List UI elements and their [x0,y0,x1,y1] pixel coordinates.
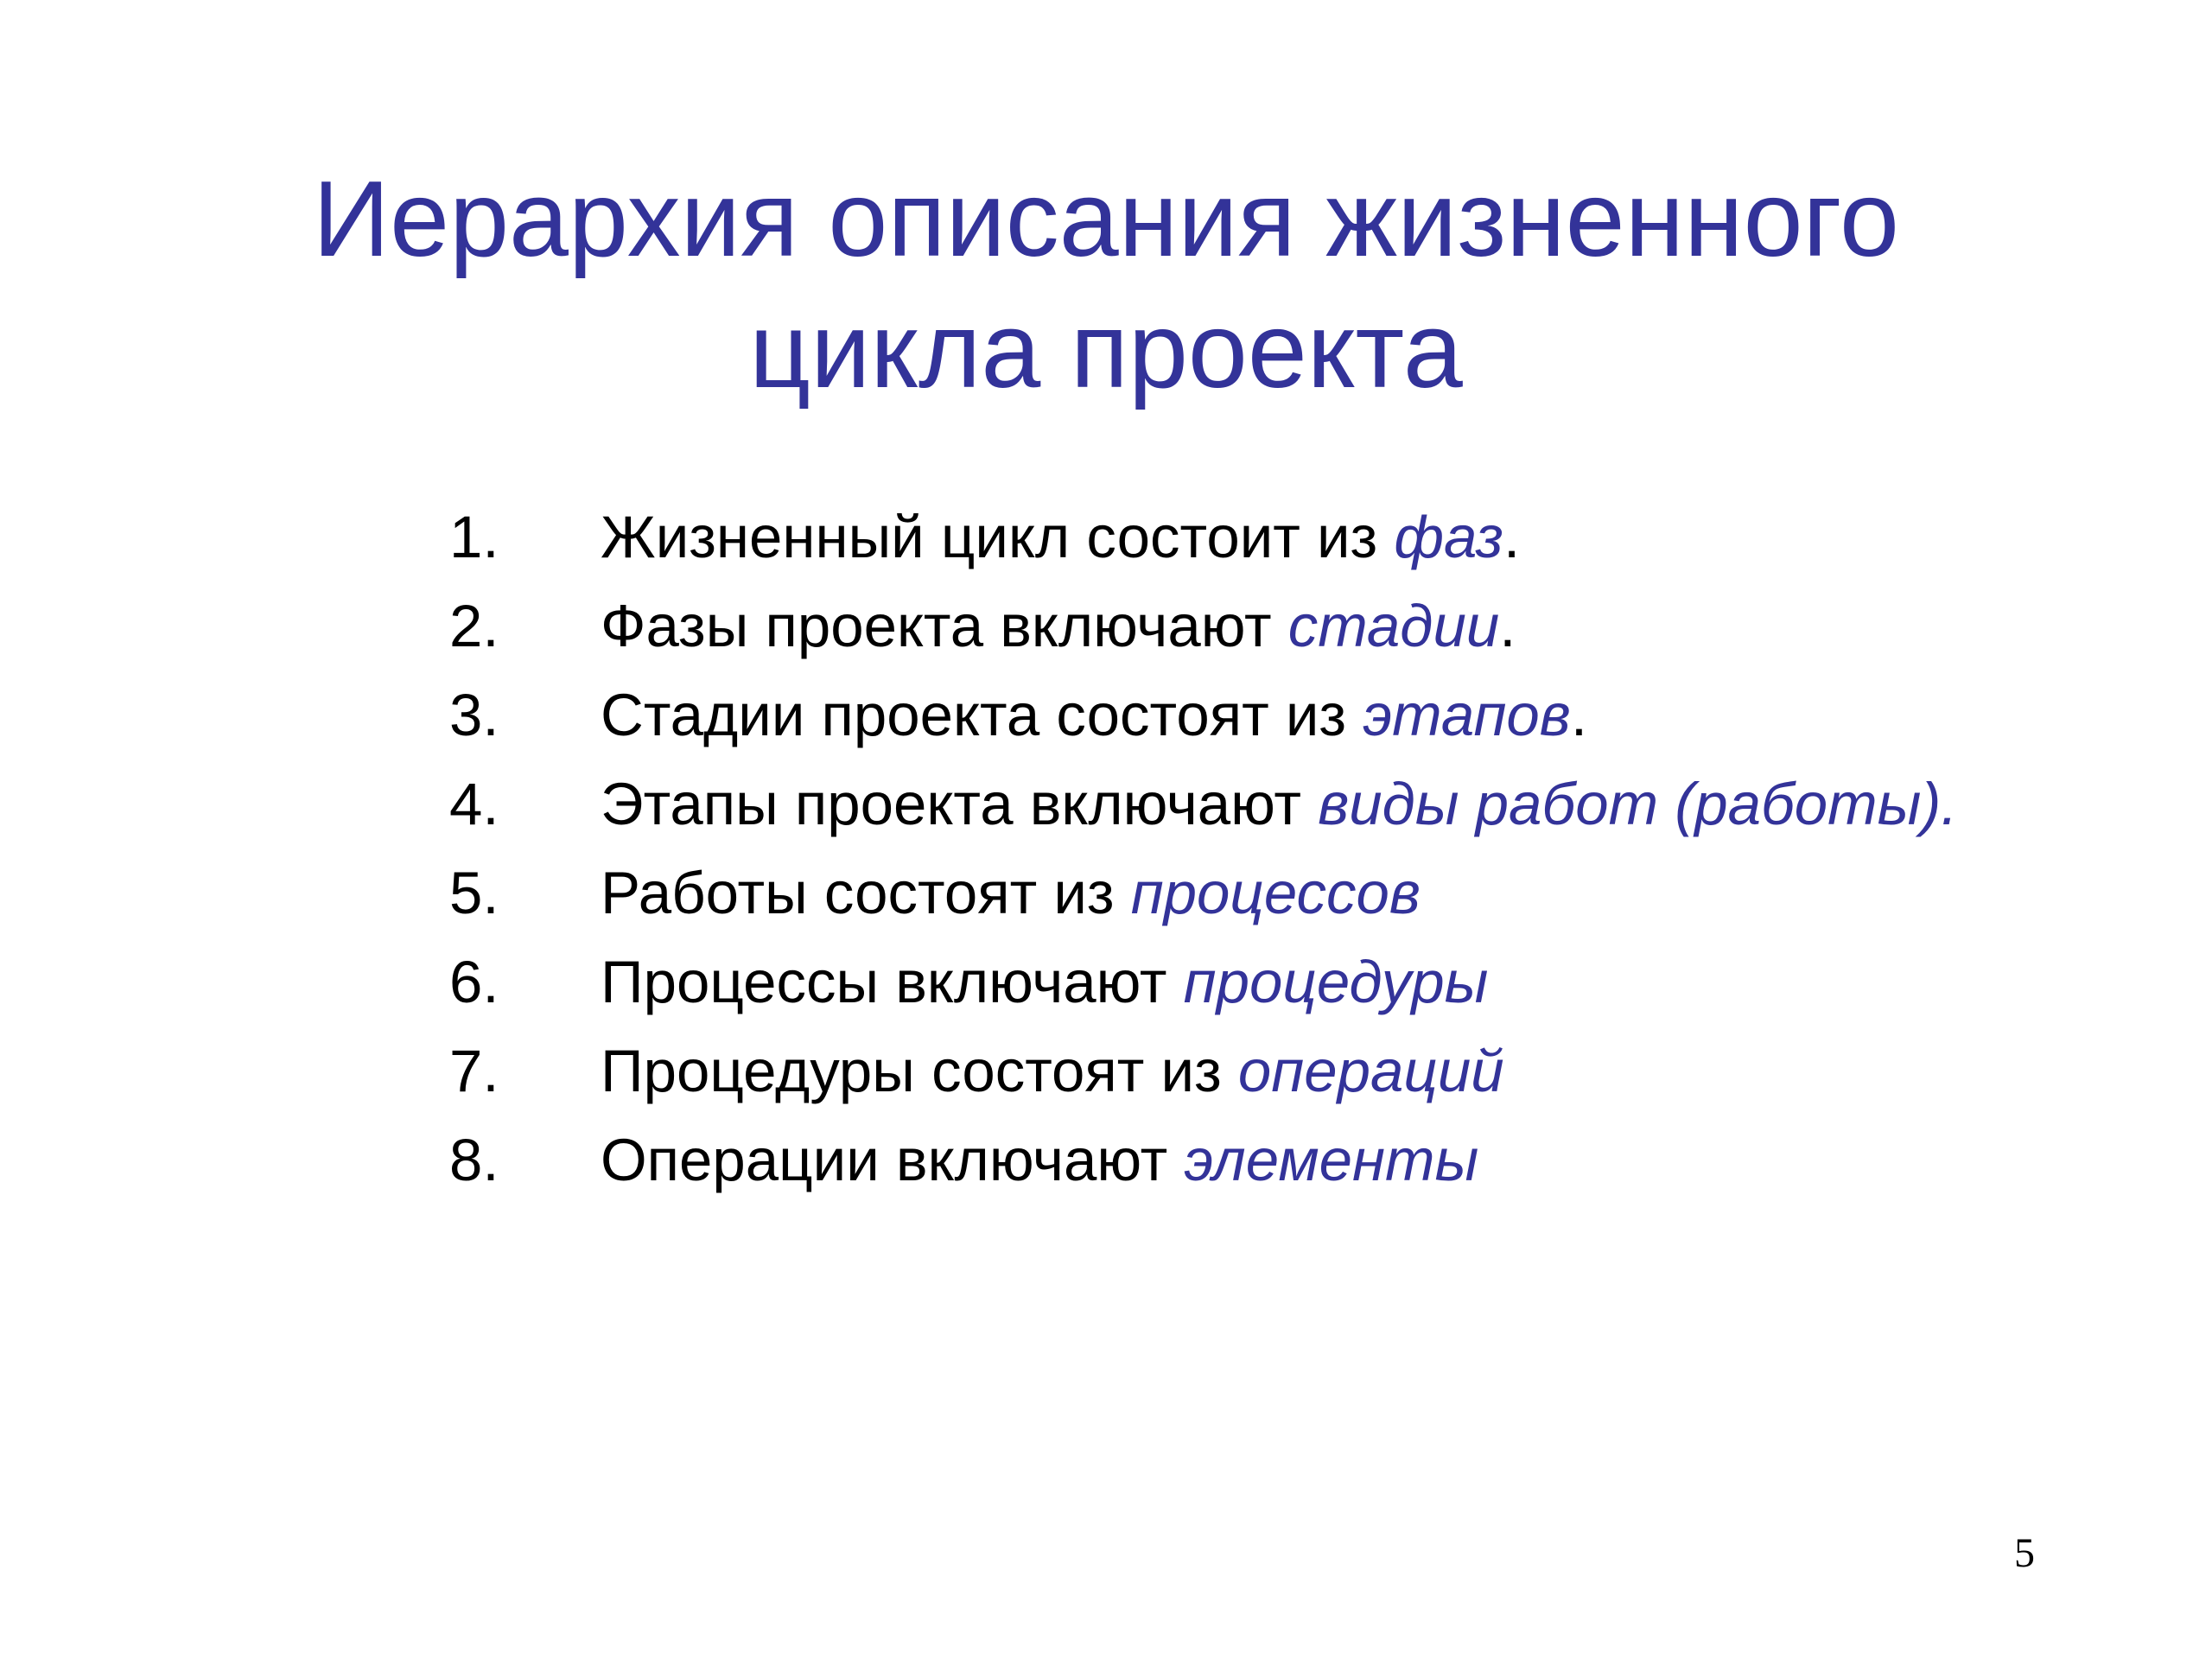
slide-title [0,154,2212,416]
item-number: 4. [449,771,499,837]
list-item [449,849,2160,938]
item-text [601,1027,1504,1116]
item-emphasis: элементы [1184,1127,1479,1193]
item-number: 3. [449,682,499,748]
item-body: Процессы включают [601,949,1184,1015]
item-number: 7. [449,1038,499,1104]
item-number: 8. [449,1127,499,1193]
item-tail: . [1503,504,1521,570]
item-text [601,1116,1478,1205]
list-item [449,582,2160,671]
item-emphasis: процессов [1130,860,1421,926]
page-number: 5 [2014,1530,2035,1576]
item-tail: . [1499,593,1516,659]
list-item [449,1027,2160,1116]
item-emphasis: процедуры [1183,949,1489,1015]
item-number: 5. [449,860,499,926]
list-item [449,1116,2160,1205]
item-text [601,671,1587,760]
item-emphasis: операций [1237,1038,1504,1104]
item-number: 2. [449,593,499,659]
item-emphasis: этапов [1363,682,1571,748]
list-item [449,671,2160,760]
list-item [449,938,2160,1027]
item-text [601,493,1520,582]
item-body: Операции включают [601,1127,1185,1193]
item-number: 1. [449,504,499,570]
item-text [601,938,1488,1027]
item-emphasis: стадии [1287,593,1500,659]
item-emphasis: фаз [1394,504,1503,570]
item-body: Жизненный цикл состоит из [601,504,1395,570]
item-emphasis: виды работ (работы). [1318,771,1958,837]
list-item [449,760,2160,849]
item-body: Работы состоят из [601,860,1131,926]
title-line-1: Иерархия описания жизненного [312,160,1900,280]
item-text [601,849,1421,938]
item-body: Стадии проекта состоят из [601,682,1363,748]
hierarchy-list [449,493,2160,1205]
title-line-2: цикла проекта [749,291,1463,411]
item-text [601,582,1516,671]
item-body: Этапы проекта включают [601,771,1319,837]
item-tail: . [1570,682,1587,748]
item-number: 6. [449,949,499,1015]
item-body: Процедуры состоят из [601,1038,1238,1104]
item-text [601,760,1958,849]
list-item [449,493,2160,582]
item-body: Фазы проекта включают [601,593,1288,659]
